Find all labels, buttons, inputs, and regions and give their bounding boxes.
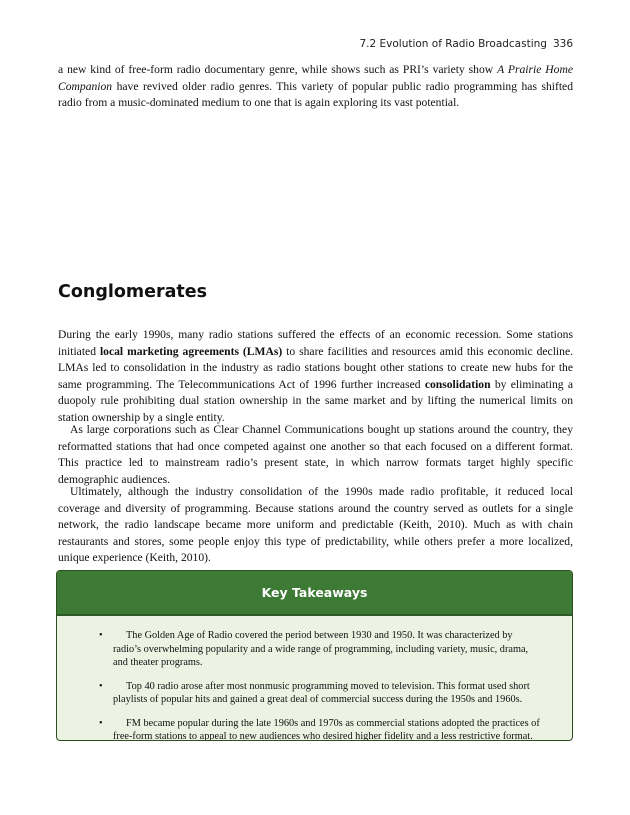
p1-text-1: During the early 1990s, many radio stations suffered the effects of an economic recession. Some stations initiated [58,328,573,358]
paragraph-3 [58,484,573,567]
term-lmas: local marketing agreements (LMAs) [99,344,283,358]
p2-text: As large corporations such as Clear Channel Communications bought up stations around the country, they reformatted stations that had once competed against one another so that each focused on a different format. This practice led to mainstream radio’s present state, in which narrow formats target highly specific demographic audiences. [58,423,573,486]
list-item-text: FM became popular during the late 1960s and 1970s as commercial stations adopted the practices of free-form stations to appeal to new audiences who desired higher fidelity and a less restrictive format. [113,717,540,741]
key-takeaways-title: Key Takeaways [57,571,572,614]
list-item [99,680,542,707]
section-heading: Conglomerates [58,282,208,302]
show-title-italic: A Prairie Home Companion [58,63,573,93]
list-item-text: Top 40 radio arose after most nonmusic programming moved to television. This format used short playlists of popular hits and gained a great deal of commercial success during the 1950s and 1960s. [113,680,530,705]
p1-text-3: by eliminating a duopoly rule prohibiting dual station ownership in the same market and by lifting the numerical limits on station ownership by a single entity. [58,377,573,424]
p1-text-2: to share facilities and resources amid this economic decline. LMAs led to consolidation in the industry as radio stations bought other stations to create new hubs for the same programming. The Telecommunications Act of 1996 further increased [58,344,573,391]
list-item-text: The Golden Age of Radio covered the period between 1930 and 1950. It was characterized by radio’s overwhelming popularity and a wide range of programming, including variety, music, drama, and theater programs. [113,630,529,668]
key-takeaways-list [57,616,572,741]
paragraph-1 [58,327,573,427]
bullet-icon: • [99,630,103,641]
running-header [359,38,573,50]
intro-paragraph [58,62,573,112]
bullet-icon: • [99,680,103,692]
p3-text: Ultimately, although the industry consolidation of the 1990s made radio profitable, it reduced local coverage and diversity of programming. Because stations around the country served as outlets for a single network, the radio landscape became more uniform and predictable (Keith, 2010). Much as with chain restaurants and stores, some people enjoy this type of predictability, while others prefer a more localized, unique experience (Keith, 2010). [58,485,573,565]
intro-text-1: a new kind of free-form radio documentary genre, while shows such as PRI’s variety show [58,63,498,76]
key-takeaways-box [56,570,573,741]
intro-text-2: have revived older radio genres. This variety of popular public radio programming has shifted radio from a music-dominated medium to one that is again exploring its vast potential. [58,79,573,110]
paragraph-2 [58,422,573,488]
list-item [99,629,542,670]
list-item [99,717,542,742]
term-consolidation: consolidation [424,377,491,391]
page-number: 336 [552,38,573,50]
running-header-section: 7.2 Evolution of Radio Broadcasting [359,38,547,50]
bullet-icon: • [99,717,103,729]
